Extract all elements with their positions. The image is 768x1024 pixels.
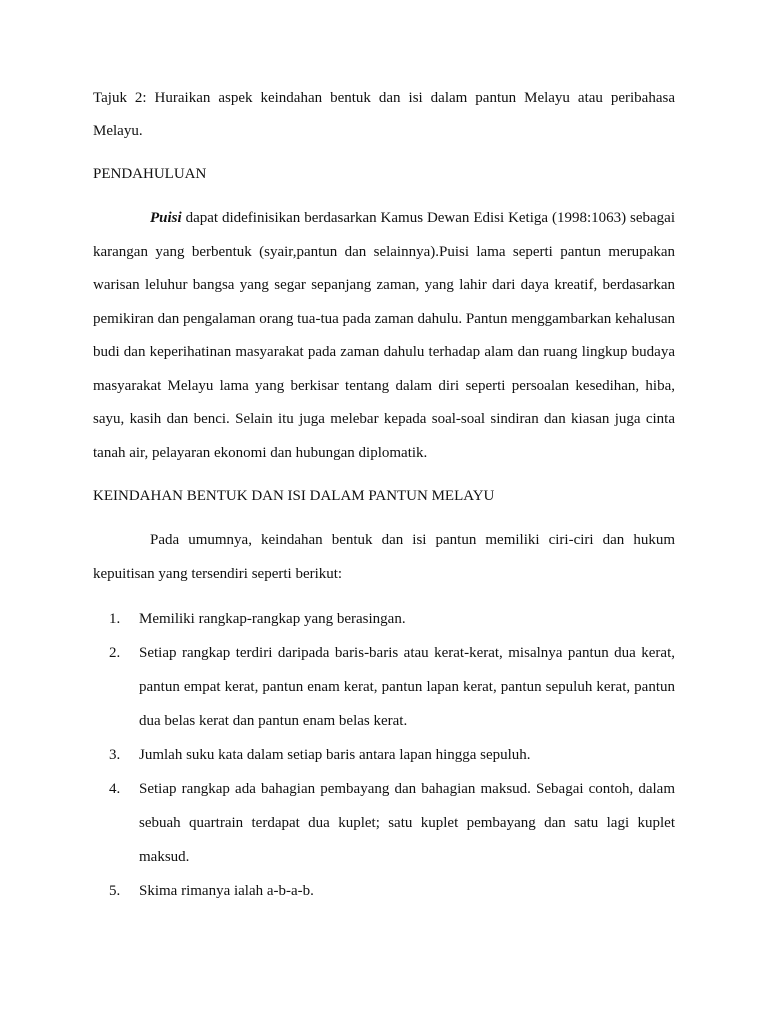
list-item xyxy=(93,738,675,772)
list-item-text: Skima rimanya ialah a-b-a-b. xyxy=(139,883,314,899)
list-item-number: 3. xyxy=(109,747,121,763)
document-title: Tajuk 2: Huraikan aspek keindahan bentuk dan isi dalam pantun Melayu atau peribahasa Melayu. xyxy=(93,90,675,139)
list-item-number: 1. xyxy=(109,611,121,627)
intro-paragraph-body: dapat didefinisikan berdasarkan Kamus Dewan Edisi Ketiga (1998:1063) sebagai karangan yang berbentuk (syair,pantun dan selainnya).Puisi lama seperti pantun merupakan warisan leluhur bangsa yang segar sepanjang zaman, yang lahir dari daya kreatif, berdasarkan pemikiran dan pengalaman orang tua-tua pada zaman dahulu. Pantun menggambarkan kehalusan budi dan keperihatinan masyarakat pada zaman dahulu terhadap alam dan ruang lingkup budaya masyarakat Melayu lama yang berkisar tentang dalam diri seperti persoalan kesedihan, hiba, sayu, kasih dan benci. Selain itu juga melebar kepada soal-soal sindiran dan kiasan juga cinta tanah air, pelayaran ekonomi dan hubungan diplomatik. xyxy=(93,210,675,461)
list-item-text: Memiliki rangkap-rangkap yang berasingan. xyxy=(139,611,406,627)
list-item-text: Setiap rangkap terdiri daripada baris-baris atau kerat-kerat, misalnya pantun dua kerat, pantun empat kerat, pantun enam kerat, pantun lapan kerat, pantun sepuluh kerat, pantun dua belas kerat dan pantun enam belas kerat. xyxy=(139,645,675,729)
term-puisi: Puisi xyxy=(150,210,182,226)
list-item-text: Jumlah suku kata dalam setiap baris antara lapan hingga sepuluh. xyxy=(139,747,531,763)
list-item xyxy=(93,602,675,636)
section-heading-pendahuluan: PENDAHULUAN xyxy=(93,166,207,182)
list-item xyxy=(93,772,675,874)
intro-paragraph xyxy=(93,202,675,470)
list-item-number: 5. xyxy=(109,883,121,899)
list-item-text: Setiap rangkap ada bahagian pembayang dan bahagian maksud. Sebagai contoh, dalam sebuah quartrain terdapat dua kuplet; satu kuplet pembayang dan satu lagi kuplet maksud. xyxy=(139,781,675,865)
document-page xyxy=(93,82,675,908)
keindahan-intro-paragraph: Pada umumnya, keindahan bentuk dan isi pantun memiliki ciri-ciri dan hukum kepuitisan yang tersendiri seperti berikut: xyxy=(93,532,675,582)
list-item-number: 4. xyxy=(109,781,121,797)
list-item xyxy=(93,636,675,738)
list-item xyxy=(93,874,675,908)
characteristics-list xyxy=(93,602,675,908)
list-item-number: 2. xyxy=(109,645,121,661)
section-heading-keindahan: KEINDAHAN BENTUK DAN ISI DALAM PANTUN MELAYU xyxy=(93,488,495,504)
